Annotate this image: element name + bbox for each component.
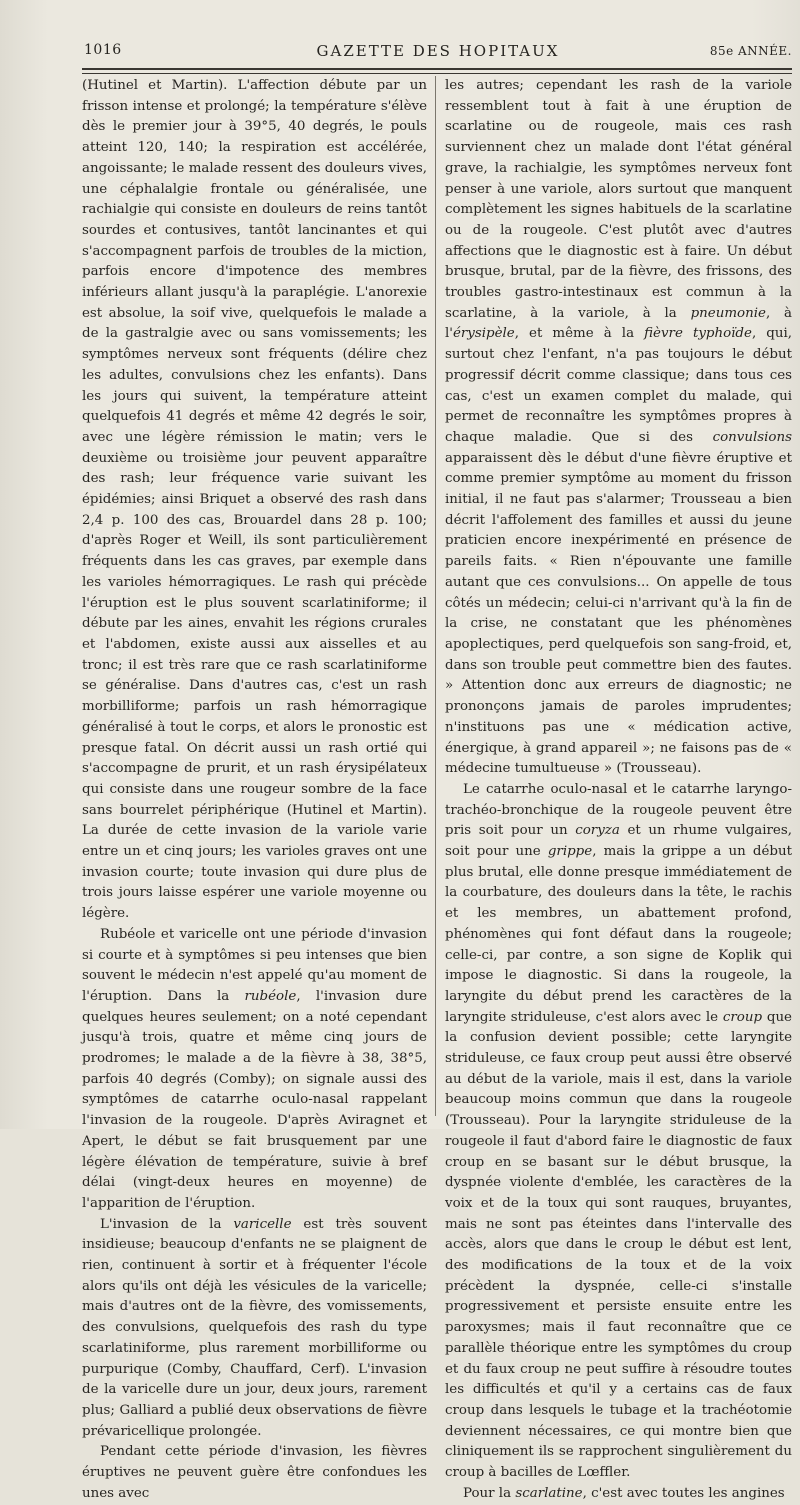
paragraph: Le catarrhe oculo-nasal et le catarrhe laryngo-trachéo-bronchique de la rougeole peuvent être pris soit pour un coryza et un rhume vulgaires, soit pour une grippe, mais la grippe a un début plus brutal, elle donne presque immédiatement de la courbature, des douleurs dans la tête, le rachis et les membres, un abattement profond, phénomènes qui font défaut dans la rougeole; celle-ci, par contre, a son signe de Koplik qui impose le diagnostic. Si dans la rougeole, la laryngite du début prend les caractères de la laryngite striduleuse, c'est alors avec le croup que la confusion devient possible; cette laryngite striduleuse, ce faux croup peut aussi être observé au début de la variole, mais il est, dans la variole beaucoup moins commun que dans la rougeole (Trousseau). Pour la laryngite striduleuse de la rougeole il faut d'abord faire le diagnostic de faux croup en se basant sur le début brusque, la dyspnée violente d'emblée, les caractères de la voix et de la toux qui sont rauques, bruyantes, mais ne sont pas éteintes dans l'intervalle des accès, alors que dans le croup le début est lent, des modifications de la toux et de la voix précèdent la dyspnée, celle-ci s'installe progressivement et persiste ensuite entre les paroxysmes; mais il faut reconnaître que ce parallèle théorique entre les symptômes du croup et du faux croup ne peut suffire à résoudre toutes les difficultés et qu'il y a certains cas de faux croup dans lesquels le tubage et la trachéotomie deviennent nécessaires, ce qui montre bien que cliniquement ils se rapprochent singulièrement du croup à bacilles de Lœffler.: [445, 781, 793, 1481]
page-number: 1016: [84, 42, 122, 58]
journal-title: GAZETTE DES HOPITAUX: [316, 42, 560, 60]
header-rule-thin: [82, 73, 792, 74]
volume-year: 85e ANNÉE.: [709, 44, 792, 58]
header-rule-thick: [82, 68, 792, 70]
right-column: [445, 76, 792, 1505]
paragraph: L'invasion de la varicelle est très souvent insidieuse; beaucoup d'enfants ne se plaignent de rien, continuent à sortir et à fréquenter l'école alors qu'ils ont déjà les vésicules de la varicelle; mais d'autres ont de la fièvre, des vomissements, des convulsions, quelquefois des rash du type scarlatiniforme, plus rarement morbilliforme ou purpurique (Comby, Chauffard, Cerf). L'invasion de la varicelle dure un jour, deux jours, rarement plus; Galliard a publié deux observations de fièvre prévaricellique prolongée.: [82, 1216, 428, 1439]
paragraph: Pour la scarlatine, c'est avec toutes les angines: [463, 1485, 785, 1501]
left-column: [82, 76, 427, 1505]
paragraph: (Hutinel et Martin). L'affection débute par un frisson intense et prolongé; la température s'élève dès le premier jour à 39°5, 40 degrés, le pouls atteint 120, 140; la respiration est accélérée, angoissante; le malade ressent des douleurs vives, une céphalalgie frontale ou généralisée, une rachialgie qui consiste en douleurs de reins tantôt sourdes et contusives, tantôt lancinantes et qui s'accompagnent parfois de troubles de la miction, parfois encore d'impotence des membres inférieurs allant jusqu'à la paraplégie. L'anorexie est absolue, la soif vive, quelquefois le malade a de la gastralgie avec ou sans vomissements; les symptômes nerveux sont fréquents (délire chez les adultes, convulsions chez les enfants). Dans les jours qui suivent, la température atteint quelquefois 41 degrés et même 42 degrés le soir, avec une légère rémission le matin; vers le deuxième ou troisième jour peuvent apparaître des rash; leur fréquence varie suivant les épidémies; ainsi Briquet a observé des rash dans 2,4 p. 100 des cas, Brouardel dans 28 p. 100; d'après Roger et Weill, ils sont particulièrement fréquents dans les cas graves, par exemple dans les varioles hémorragiques. Le rash qui précède l'éruption est le plus souvent scarlatiniforme; il débute par les aines, envahit les régions crurales et l'abdomen, existe aussi aux aisselles et au tronc; il est très rare que ce rash scarlatiniforme se généralise. Dans d'autres cas, c'est un rash morbilliforme; parfois un rash hémorragique généralisé à tout le corps, et alors le pronostic est presque fatal. On décrit aussi un rash ortié qui s'accompagne de prurit, et un rash érysipélateux qui consiste dans une rougeur sombre de la face sans bourrelet périphérique (Hutinel et Martin). La durée de cette invasion de la variole varie entre un et cinq jours; les varioles graves ont une invasion courte; toute invasion qui dure plus de trois jours laisse espérer une variole moyenne ou légère.: [82, 78, 427, 922]
column-divider: [435, 76, 436, 1116]
paragraph: Pendant cette période d'invasion, les fièvres éruptives ne peuvent guère être confondues les unes avec: [82, 1444, 427, 1501]
page-header: [84, 42, 792, 64]
paragraph: les autres; cependant les rash de la variole ressemblent tout à fait à une éruption de scarlatine ou de rougeole, mais ces rash surviennent chez un malade dont l'état général grave, la rachialgie, les symptômes nerveux font penser à une variole, alors surtout que manquent complètement les signes habituels de la scarlatine ou de la rougeole. C'est plutôt avec d'autres affections que le diagnostic est à faire. Un début brusque, brutal, par de la fièvre, des frissons, des troubles gastro-intestinaux est commun à la scarlatine, à la variole, à la pneumonie, à l'érysipèle, et même à la fièvre typhoïde, qui, surtout chez l'enfant, n'a pas toujours le début progressif décrit comme classique; dans tous ces cas, c'est un examen complet du malade, qui permet de reconnaître les symptômes propres à chaque maladie. Que si des convulsions apparaissent dès le début d'une fièvre éruptive et comme premier symptôme au moment du frisson initial, il ne faut pas s'alarmer; Trousseau a bien décrit l'affolement des familles et aussi du jeune praticien encore inexpérimenté en présence de pareils faits. « Rien n'épouvante une famille autant que ces convulsions... On appelle de tous côtés un médecin; celui-ci n'arrivant qu'à la fin de la crise, ne constatant que les phénomènes apoplectiques, perd quelquefois son sang-froid, et, dans son trouble peut commettre bien des fautes. » Attention donc aux erreurs de diagnostic; ne prononçons jamais de paroles imprudentes; n'instituons pas une « médication active, énergique, à grand appareil »; ne faisons pas de « médecine tumultueuse » (Trousseau).: [445, 78, 793, 777]
paragraph: Rubéole et varicelle ont une période d'invasion si courte et à symptômes si peu intenses que bien souvent le médecin n'est appelé qu'au moment de l'éruption. Dans la rubéole, l'invasion dure quelques heures seulement; on a noté cependant jusqu'à trois, quatre et même cinq jours de prodromes; le malade a de la fièvre à 38, 38°5, parfois 40 degrés (Comby); on signale aussi des symptômes de catarrhe oculo-nasal rappelant l'invasion de la rougeole. D'après Aviragnet et Apert, le début se fait brusquement par une légère élévation de température, suivie à bref délai (vingt-deux heures en moyenne) de l'apparition de l'éruption.: [82, 926, 427, 1211]
